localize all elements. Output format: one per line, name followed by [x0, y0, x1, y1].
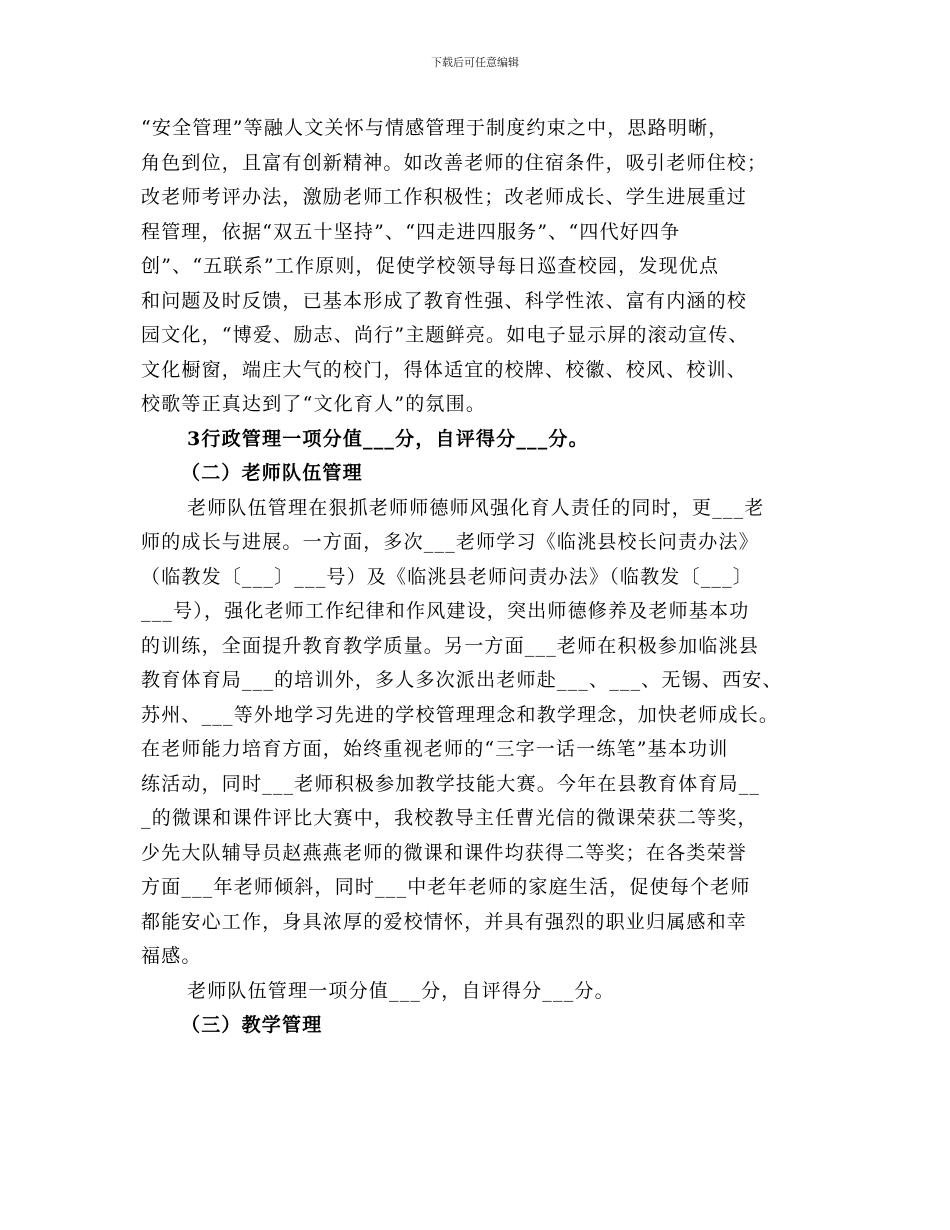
text-line: _的微课和课件评比大赛中，我校教导主任曹光信的微课荣获二等奖，: [141, 807, 758, 829]
text-line: 改老师考评办法，激励老师工作积极性；改老师成长、学生进展重过: [141, 186, 748, 208]
text-line: 练活动，同时___老师积极参加教学技能大赛。今年在县教育体育局__: [141, 772, 761, 795]
text-line: 创”、“五联系”工作原则，促使学校领导每日巡查校园，发现优点: [141, 255, 720, 277]
section-heading-teacher-team: （二）老师队伍管理: [181, 462, 363, 484]
text-line: 少先大队辅导员赵燕燕老师的微课和课件均获得二等奖；在各类荣誉: [141, 841, 748, 864]
text-line: 师的成长与进展。一方面，多次___老师学习《临洮县校长问责办法》: [141, 531, 759, 553]
text-line: “安全管理”等融人文关怀与情感管理于制度约束之中，思路明晰，: [141, 117, 729, 139]
text-line: （临教发〔___〕___号）及《临洮县老师问责办法》（临教发〔___〕: [141, 565, 754, 588]
text-line: 教育体育局___的培训外，多人多次派出老师赴___、___、无锡、西安、: [141, 669, 783, 691]
text-line: 和问题及时反馈，已基本形成了教育性强、科学性浓、富有内涵的校: [141, 289, 748, 312]
text-line: 文化橱窗，端庄大气的校门，得体适宜的校牌、校徽、校风、校训、: [141, 358, 748, 381]
text-line: 的训练，全面提升教育教学质量。另一方面___老师在积极参加临洮县: [141, 634, 759, 657]
score-line-teacher-team: 老师队伍管理一项分值___分，自评得分___分。: [187, 979, 615, 1002]
text-line: 福感。: [141, 945, 202, 967]
paragraph-teacher-team: [141, 491, 821, 974]
text-line: 老师队伍管理在狠抓老师师德师风强化育人责任的同时，更___老: [187, 496, 765, 519]
text-line: 角色到位，且富有创新精神。如改善老师的住宿条件，吸引老师住校；: [141, 151, 768, 174]
document-body: [141, 111, 821, 1043]
score-line-administration: 3行政管理一项分值___分，自评得分___分。: [187, 427, 589, 450]
section-heading-teaching-management: （三）教学管理: [181, 1014, 323, 1036]
text-line: 苏州、___等外地学习先进的学校管理理念和教学理念，加快老师成长。: [141, 703, 780, 726]
page-header: 下载后可任意编辑: [431, 56, 519, 69]
text-line: 校歌等正真达到了“文化育人”的氛围。: [141, 393, 487, 415]
text-line: 园文化，“博爱、励志、尚行”主题鲜亮。如电子显示屏的滚动宣传、: [141, 324, 749, 346]
text-line: 都能安心工作，身具浓厚的爱校情怀，并具有强烈的职业归属感和幸: [141, 910, 748, 933]
paragraph-school-culture: [141, 111, 821, 422]
text-line: 方面___年老师倾斜，同时___中老年老师的家庭生活，促使每个老师: [141, 876, 751, 898]
text-line: ___号），强化老师工作纪律和作风建设，突出师德修养及老师基本功: [141, 600, 750, 622]
text-line: 程管理，依据“双五十坚持”、“四走进四服务”、“四代好四争: [141, 220, 681, 243]
text-line: 在老师能力培育方面，始终重视老师的“三字一话一练笔”基本功训: [141, 738, 729, 760]
